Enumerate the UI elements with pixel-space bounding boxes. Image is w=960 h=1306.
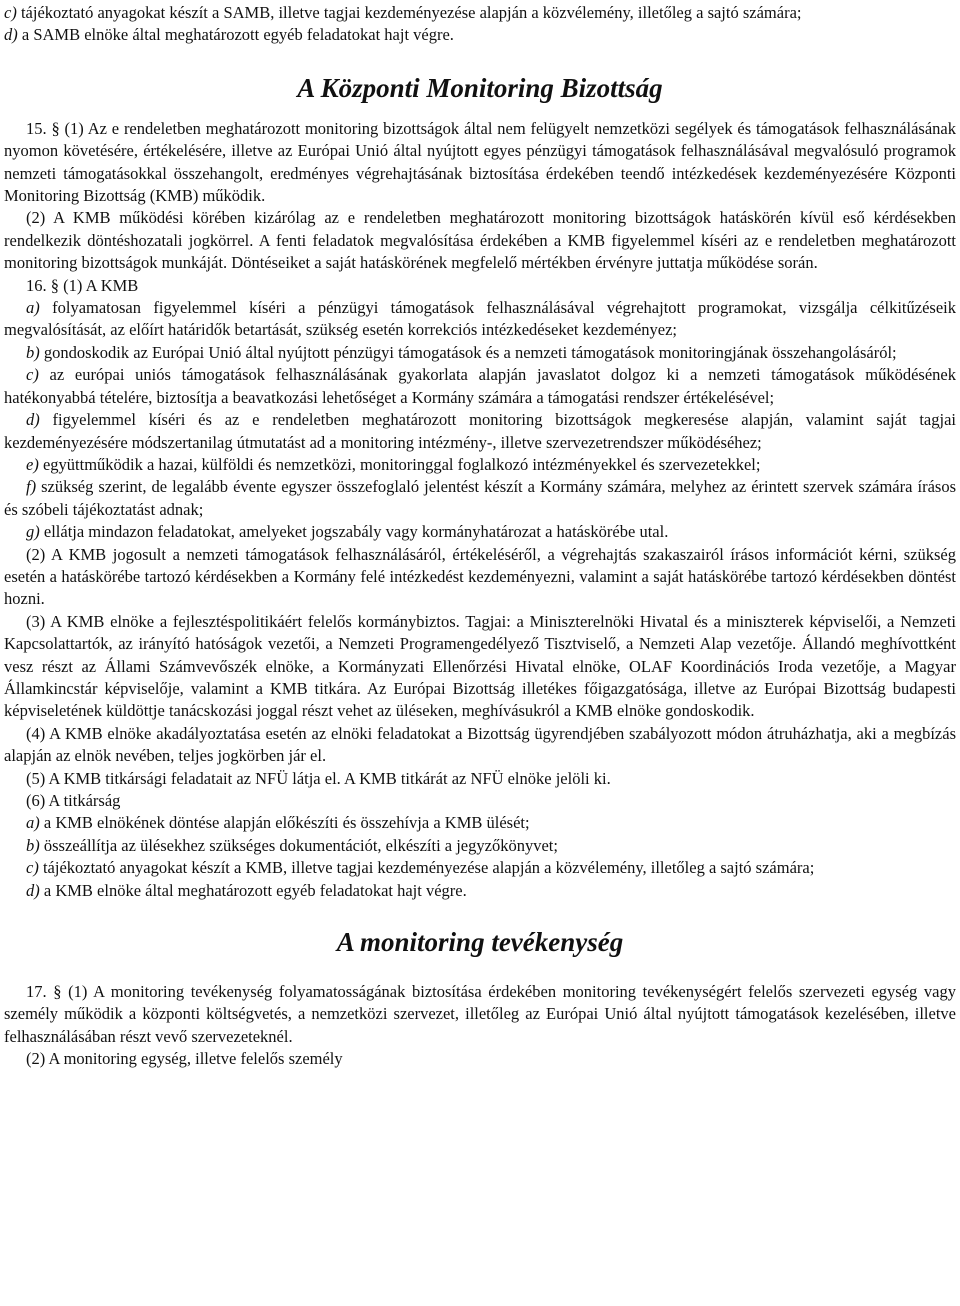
item-text: ellátja mindazon feladatokat, amelyeket jogszabály vagy kormányhatározat a hatáskörébe utal. [39,522,669,542]
item-label: e) [26,454,39,474]
paragraph-17-1: 17. § (1) A monitoring tevékenység folyamatosságának biztosítása érdekében monitoring tevékenységért felelős szervezeti egység vagy személy működik a központi költségvetés, a nemzetközi szervezet, illetőleg az Európai Unió által nyújtott támogatások kezelésében, illetve felhasználásában részt vevő szervezeteknél. [4,982,956,1046]
paragraph-15-1: 15. § (1) Az e rendeletben meghatározott monitoring bizottságok által nem felügyelt nemzetközi segélyek és támogatások felhasználásának nyomon követésére, értékelésére, illetve az Európai Unió által nyújtott egyes pénzügyi támogatások felhasználásával megvalósuló programok nemzeti támogatásokkal összehangolt, eredményes végrehajtásának biztosítása érdekében teendő intézkedések kezdeményezésére Központi Monitoring Bizottság (KMB) működik. [4,118,956,206]
list-item-16-f [4,476,956,521]
item-text: tájékoztató anyagokat készít a KMB, illetve tagjai kezdeményezése alapján a közvélemény, illetőleg a sajtó számára; [38,858,815,878]
item-label: b) [26,835,40,855]
list-item-16-d [4,409,956,454]
item-text: összeállítja az ülésekhez szükséges dokumentációt, elkészíti a jegyzőkönyvet; [39,835,558,855]
list-item-16-g [4,521,956,543]
item-text: a SAMB elnöke által meghatározott egyéb feladatokat hajt végre. [17,25,454,45]
paragraph-16-2: (2) A KMB jogosult a nemzeti támogatások felhasználásáról, értékeléséről, a végrehajtás szakaszairól írásos információt kérni, szükség esetén a hatáskörébe tartozó kérdésekben a Kormány felé intézkedést kezdeményezni, valamint a saját hatáskörébe tartozó kérdésekben döntést hozni. [4,544,956,609]
section-heading-monitoring: A monitoring tevékenység [336,927,624,958]
item-text: a KMB elnökének döntése alapján előkészíti és összehívja a KMB ülését; [39,813,530,833]
item-label: a) [26,813,40,833]
list-item-16-e [4,454,956,476]
section-heading-kmb: A Központi Monitoring Bizottság [297,72,663,103]
item-label: c) [26,858,39,878]
paragraph-15-2: (2) A KMB működési körében kizárólag az e rendeletben meghatározott monitoring bizottságok hatáskörén kívül eső kérdésekben rendelkezik döntéshozatali jogkörrel. A fenti feladatok megvalósítása érdekében a KMB figyelemmel kíséri az e rendeletben meghatározott monitoring bizottságok munkáját. Döntéseiket a saját hatáskörének megfelelő mértékben érvényre juttatja működése során. [4,208,956,273]
secretariat-item-b [4,835,956,857]
list-item-16-b [4,342,956,364]
list-item-16-c [4,364,956,409]
item-text: a KMB elnöke által meghatározott egyéb feladatokat hajt végre. [39,880,467,900]
item-label: d) [26,410,40,430]
list-item-d [4,24,956,46]
item-text: figyelemmel kíséri és az e rendeletben meghatározott monitoring bizottságok megkeresése alapján, valamint saját tagjai kezdeményezésére módszertanilag útmutatást ad a monitoring intézmény-, illetve szervezetrendszer működéséhez; [4,410,956,452]
item-label: d) [26,880,40,900]
paragraph-16-6: (6) A titkárság [26,791,121,810]
secretariat-item-d [4,880,956,902]
item-label: c) [26,365,39,385]
item-text: az európai uniós támogatások felhasználásának gyakorlata alapján javaslatot dolgoz ki a nemzeti támogatások működésének hatékonyabbá tételére, biztosítja a beavatkozási lehetőséget a Kormány számára a támogatási rendszer értékelésével; [4,365,956,407]
paragraph-17-2: (2) A monitoring egység, illetve felelős személy [26,1049,343,1069]
list-item-16-a [4,297,956,342]
item-text: tájékoztató anyagokat készít a SAMB, illetve tagjai kezdeményezése alapján a közvélemény, illetőleg a sajtó számára; [16,3,802,22]
item-label: a) [26,298,40,318]
item-text: szükség szerint, de legalább évente egyszer összefoglaló jelentést készít a Kormány számára, melyhez az érintett szervek számára írásos és szóbeli tájékoztatást adnak; [4,477,956,519]
list-item-c [4,2,956,24]
paragraph-16-3: (3) A KMB elnöke a fejlesztéspolitikáért felelős kormánybiztos. Tagjai: a Miniszterelnöki Hivatal és a miniszterek képviselői, a Nemzeti Kapcsolattartók, az irányító hatóságok vezetői, a Nemzeti Programengedélyező Tisztviselő, a Nemzeti Alap vezetője. Állandó meghívottként vesz részt az Állami Számvevőszék elnöke, a Kormányzati Ellenőrzési Hivatal elnöke, OLAF Koordinációs Iroda vezetője, a Magyar Államkincstár képviselője, valamint a KMB titkára. Az Európai Bizottság illetékes főigazgatósága, illetve az Európai Bizottság budapesti képviseletének küldöttje tanácskozási joggal részt vehet az üléseken, meghívásukról a KMB elnöke gondoskodik. [4,611,956,721]
secretariat-item-a [4,812,956,834]
secretariat-item-c [4,857,956,879]
paragraph-16-5: (5) A KMB titkársági feladatait az NFÜ látja el. A KMB titkárát az NFÜ elnöke jelöli ki. [26,768,611,788]
item-label: b) [26,342,40,362]
item-text: együttműködik a hazai, külföldi és nemzetközi, monitoringgal foglalkozó intézményekkel és szervezetekkel; [38,454,761,474]
paragraph-16-intro: 16. § (1) A KMB [26,275,139,295]
item-label: c) [4,3,17,22]
item-text: folyamatosan figyelemmel kíséri a pénzügyi támogatások felhasználásával végrehajtott programokat, vizsgálja célkitűzéseik megvalósítását, az előírt határidők betartását, szükség esetén korrekciós intézkedéseket kezdeményez; [4,298,956,340]
item-label: f) [26,477,37,497]
item-label: d) [4,25,18,45]
document-page [0,2,960,1306]
item-label: g) [26,522,40,542]
item-text: gondoskodik az Európai Unió által nyújtott pénzügyi támogatások és a nemzeti támogatások monitoringjának összehangolásáról; [39,342,897,362]
paragraph-16-4: (4) A KMB elnöke akadályoztatása esetén az elnöki feladatokat a Bizottság ügyrendjében szabályozott módon átruházhatja, aki a megbízás alapján az elnök nevében, teljes jogkörben jár el. [4,723,956,766]
